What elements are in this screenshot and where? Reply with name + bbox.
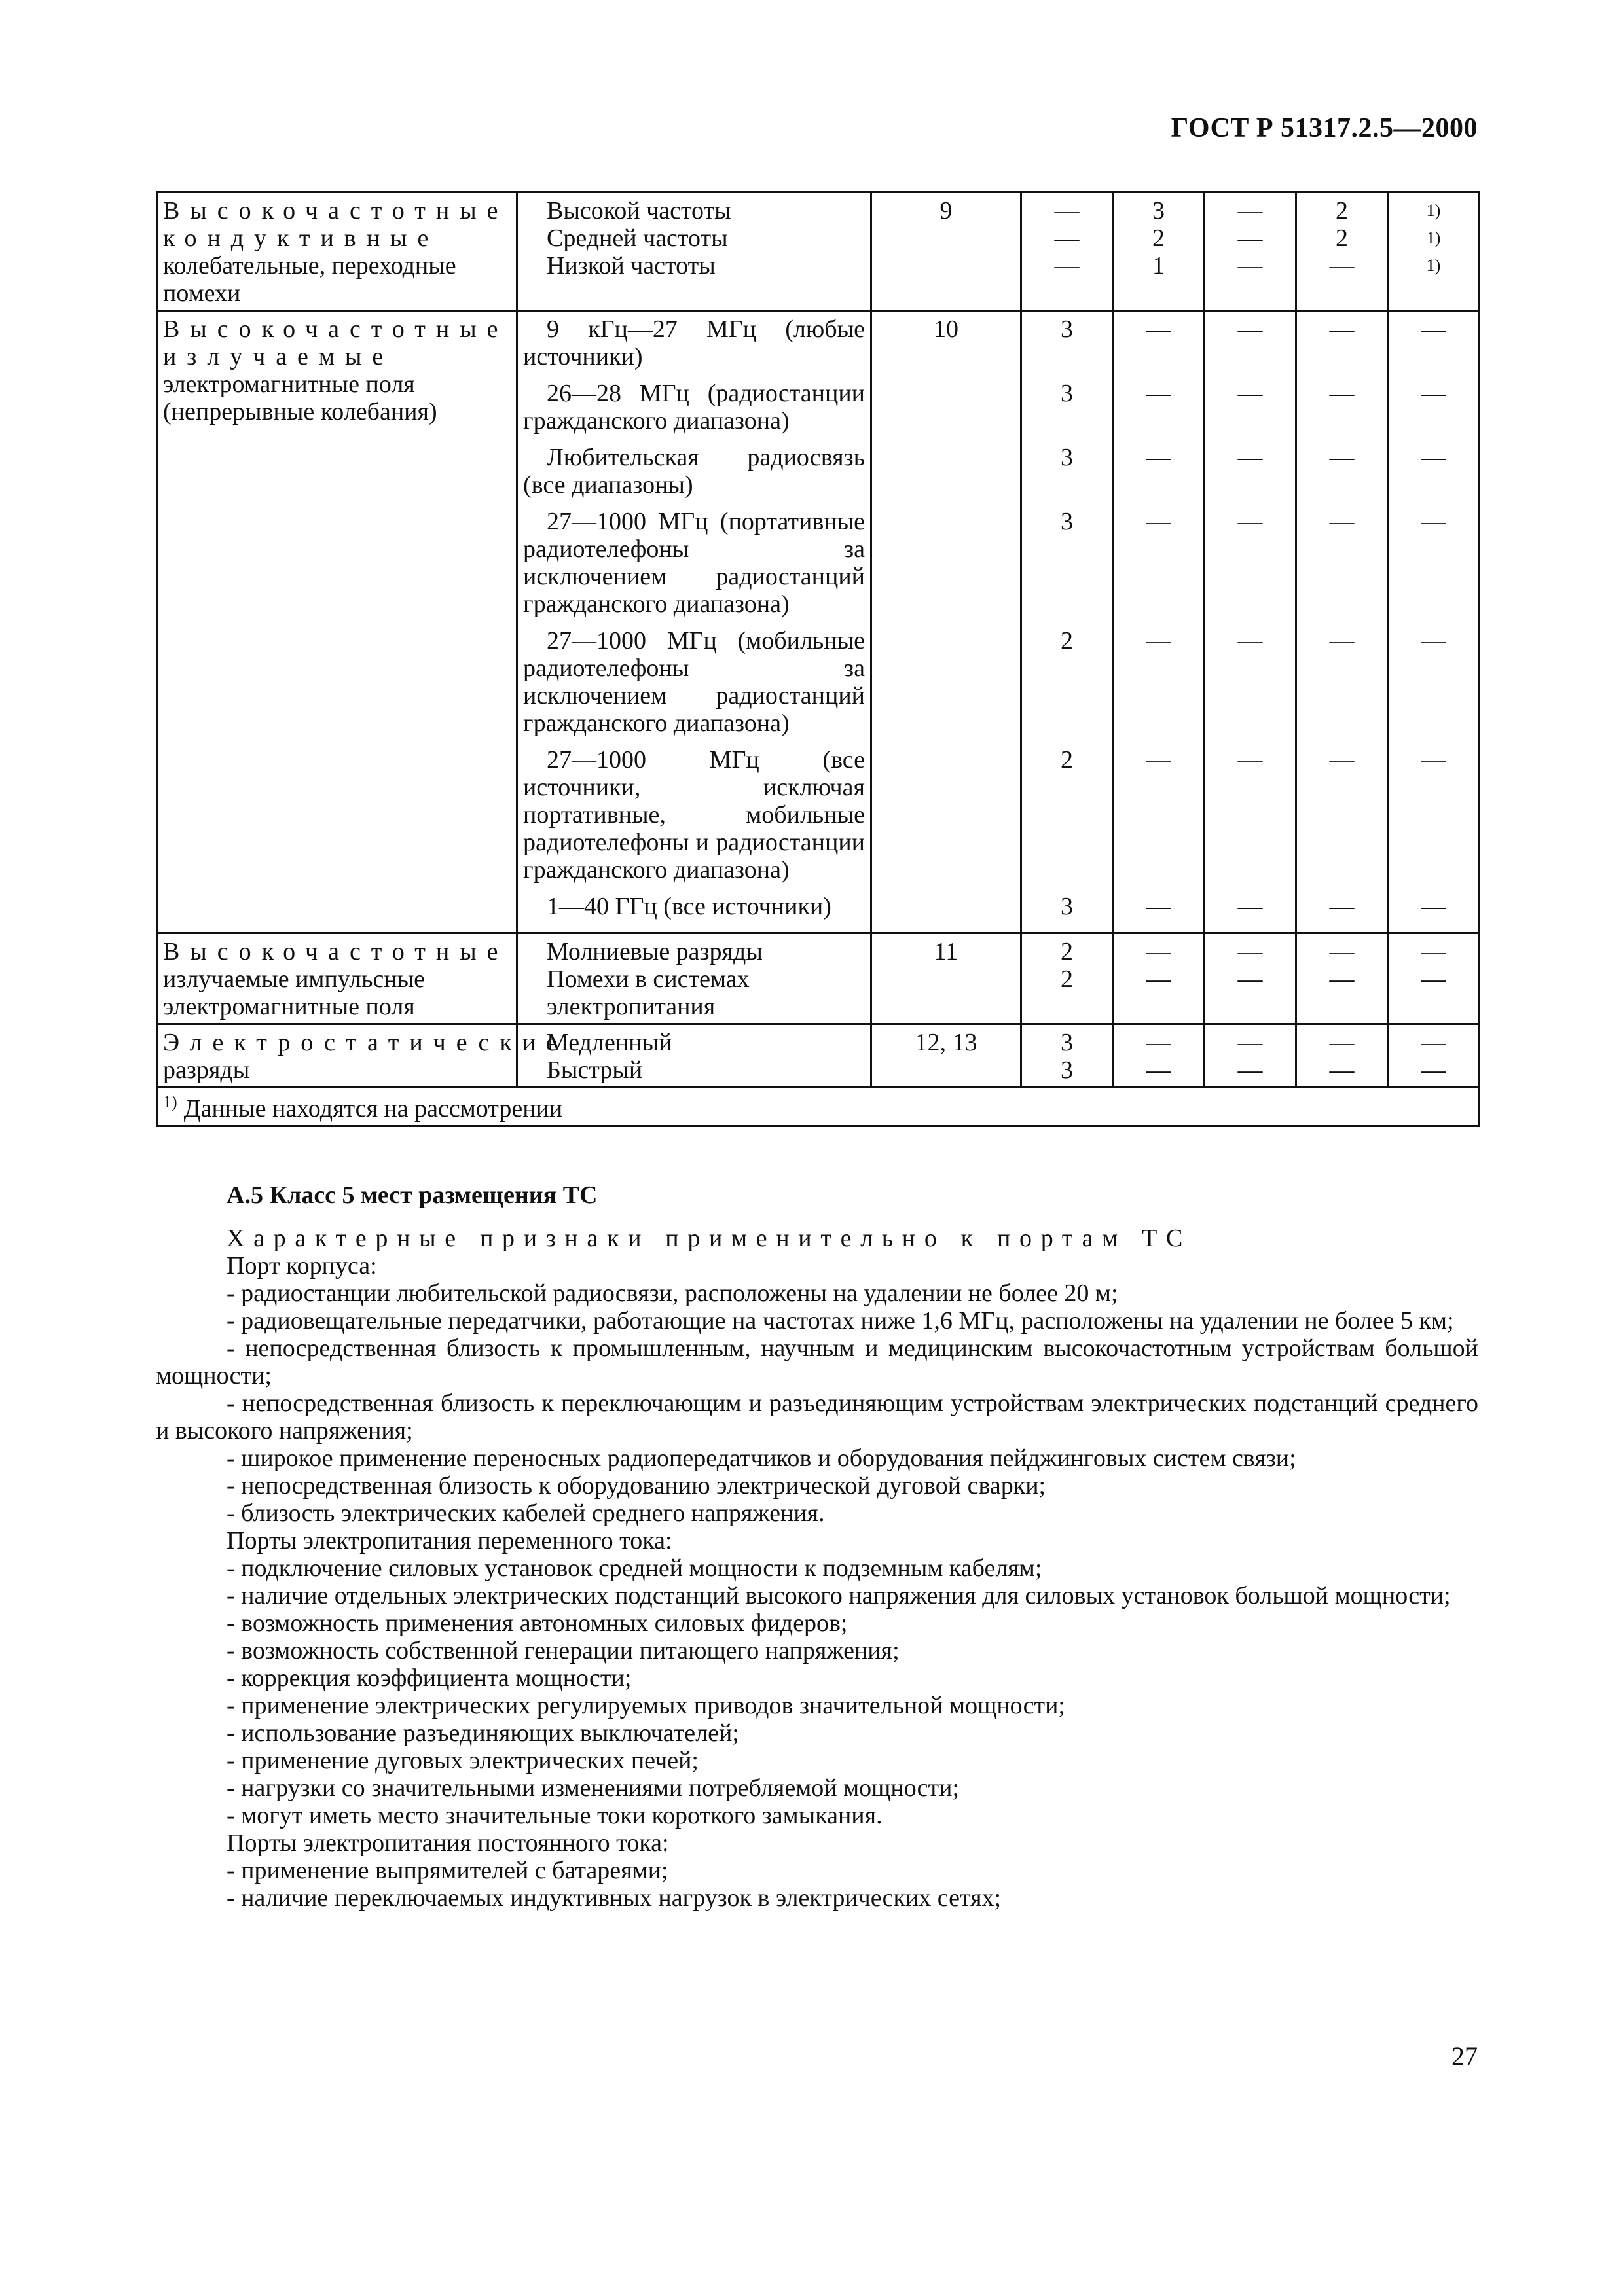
section-paragraph: - возможность применения автономных силовых фидеров;	[227, 1609, 848, 1637]
category-line: помехи	[163, 279, 241, 307]
level-value: 1	[1152, 252, 1165, 279]
table-row	[157, 933, 1480, 1024]
level-value: —	[1329, 627, 1355, 655]
level-value: —	[1421, 315, 1446, 343]
level-value: 2	[1061, 938, 1073, 965]
section-paragraph: Порт корпуса:	[227, 1252, 377, 1280]
footnote-row	[157, 1088, 1480, 1126]
level-value: 3	[1061, 893, 1073, 920]
category-line: электромагнитные поля	[163, 993, 415, 1020]
source-item: 9 кГц—27 МГц (любые источники)	[523, 315, 865, 370]
level-value: 2	[1061, 627, 1073, 655]
level-value: —	[1329, 1029, 1355, 1056]
section-paragraph: - непосредственная близость к переключающим и разъединяющим устройствам электрических подстанций среднего и высокого напряжения;	[156, 1390, 1478, 1444]
level-cell	[1205, 192, 1296, 311]
level-cell	[1388, 933, 1480, 1024]
section-title: А.5 Класс 5 мест размещения ТС	[227, 1181, 598, 1209]
level-value: —	[1237, 444, 1263, 471]
document-header: ГОСТ Р 51317.2.5—2000	[1171, 113, 1478, 143]
level-value: —	[1421, 508, 1446, 535]
source-line: Молниевые разряды	[547, 938, 763, 965]
level-value: —	[1146, 1056, 1171, 1084]
category-cell	[157, 1024, 568, 1088]
category-line: колебательные, переходные	[163, 252, 456, 279]
category-cell	[157, 192, 517, 311]
section-paragraph: - могут иметь место значительные токи короткого замыкания.	[227, 1802, 883, 1829]
level-value: —	[1237, 746, 1263, 774]
level-value: —	[1329, 746, 1355, 774]
table-row	[157, 192, 1480, 311]
section-paragraphs	[156, 1225, 1478, 1912]
level-value: 3	[1061, 380, 1073, 407]
level-value: —	[1237, 965, 1263, 993]
source-item: 1—40 ГГц (все источники)	[547, 893, 831, 920]
test-cell: 9	[871, 192, 1021, 311]
source-line: Быстрый	[547, 1056, 643, 1084]
category-line: излучаемые импульсные	[163, 965, 426, 993]
level-value: —	[1237, 893, 1263, 920]
footnote-mark: 1)	[163, 1092, 177, 1111]
table-row	[157, 1024, 1480, 1088]
level-value: —	[1329, 315, 1355, 343]
level-value: —	[1146, 627, 1171, 655]
source-item: 27—1000 МГц (портативные радиотелефоны за исключением радиостанций гражданского диапазона)	[523, 508, 865, 618]
source-cell	[517, 1024, 871, 1088]
category-line: электромагнитные поля	[163, 370, 415, 398]
source-item: 27—1000 МГц (мобильные радиотелефоны за исключением радиостанций гражданского диапазона)	[523, 627, 865, 737]
level-value: —	[1421, 938, 1446, 965]
category-line: излучаемые	[163, 343, 394, 370]
level-value: —	[1421, 444, 1446, 471]
category-cell	[157, 311, 517, 933]
level-value: —	[1237, 1029, 1263, 1056]
section-paragraph: - непосредственная близость к промышленным, научным и медицинским высокочастотным устройствам большой мощности;	[156, 1335, 1478, 1390]
section-paragraph: - подключение силовых установок средней мощности к подземным кабелям;	[227, 1554, 1042, 1582]
level-cell	[1021, 192, 1113, 311]
source-cell	[517, 192, 871, 311]
level-value: —	[1054, 252, 1080, 279]
level-cell	[1388, 1024, 1480, 1088]
level-value: —	[1421, 1056, 1446, 1084]
level-value: —	[1329, 252, 1355, 279]
classification-table	[156, 191, 1480, 1127]
footnote-cell	[157, 1088, 1480, 1126]
category-line: Высокочастотные	[163, 315, 509, 343]
level-cell	[1205, 1024, 1296, 1088]
level-value: 3	[1152, 197, 1165, 224]
category-line: Электростатические	[163, 1029, 568, 1056]
level-value: 2	[1336, 197, 1348, 224]
source-cell	[517, 311, 871, 933]
level-cell	[1205, 933, 1296, 1024]
section-paragraph: - широкое применение переносных радиопередатчиков и оборудования пейджинговых систем связи;	[227, 1444, 1296, 1472]
level-cell	[1296, 311, 1388, 933]
category-line: разряды	[163, 1056, 250, 1084]
category-line: (непрерывные колебания)	[163, 398, 437, 425]
level-value: —	[1421, 965, 1446, 993]
category-cell	[157, 933, 517, 1024]
level-value: —	[1146, 746, 1171, 774]
section-paragraph: - радиостанции любительской радиосвязи, расположены на удалении не более 20 м;	[227, 1280, 1118, 1307]
test-cell: 12, 13	[871, 1024, 1021, 1088]
level-value: —	[1237, 224, 1263, 252]
section-paragraph: Порты электропитания постоянного тока:	[227, 1829, 669, 1857]
level-value: —	[1146, 938, 1171, 965]
test-cell: 11	[871, 933, 1021, 1024]
source-item: 27—1000 МГц (все источники, исключая портативные, мобильные радиотелефоны и радиостанции гражданского диапазона)	[523, 746, 865, 884]
level-value: —	[1329, 444, 1355, 471]
level-value: —	[1329, 380, 1355, 407]
level-value: 2	[1061, 965, 1073, 993]
level-value: 1)	[1426, 201, 1441, 220]
section-paragraph: - применение дуговых электрических печей;	[227, 1747, 699, 1774]
level-value: 2	[1336, 224, 1348, 252]
level-value: —	[1329, 1056, 1355, 1084]
level-cell	[1296, 192, 1388, 311]
source-line: Помехи в системах электропитания	[547, 965, 750, 1020]
level-value: —	[1237, 627, 1263, 655]
section-paragraph: - коррекция коэффициента мощности;	[227, 1664, 632, 1692]
level-value: —	[1421, 893, 1446, 920]
level-value: —	[1329, 893, 1355, 920]
level-value: 3	[1061, 508, 1073, 535]
level-value: —	[1146, 1029, 1171, 1056]
level-cell	[1296, 1024, 1388, 1088]
level-cell	[1113, 1024, 1205, 1088]
source-cell	[517, 933, 871, 1024]
level-value: —	[1054, 197, 1080, 224]
section-paragraph: - непосредственная близость к оборудованию электрической дуговой сварки;	[227, 1472, 1046, 1499]
section-paragraph: - нагрузки со значительными изменениями потребляемой мощности;	[227, 1774, 960, 1802]
level-cell	[1296, 933, 1388, 1024]
level-value: —	[1054, 224, 1080, 252]
source-line: Медленный	[547, 1029, 672, 1056]
level-value: —	[1237, 315, 1263, 343]
level-cell	[1021, 311, 1113, 933]
level-value: —	[1237, 252, 1263, 279]
section-paragraph: - наличие отдельных электрических подстанций высокого напряжения для силовых установок большой мощности;	[227, 1582, 1451, 1609]
level-value: —	[1421, 746, 1446, 774]
level-cell	[1021, 1024, 1113, 1088]
section-paragraph: Порты электропитания переменного тока:	[227, 1527, 672, 1554]
level-cell	[1205, 311, 1296, 933]
footnote-text: Данные находятся на рассмотрении	[183, 1094, 563, 1122]
level-value: —	[1237, 380, 1263, 407]
page-number: 27	[1451, 2041, 1478, 2071]
level-value: —	[1146, 315, 1171, 343]
level-cell	[1388, 192, 1480, 311]
level-value: —	[1146, 380, 1171, 407]
level-value: 1)	[1426, 256, 1441, 275]
section-paragraph: - применение выпрямителей с батареями;	[227, 1857, 668, 1884]
level-value: 3	[1061, 1056, 1073, 1084]
source-line: Средней частоты	[547, 224, 728, 252]
table-row	[157, 311, 1480, 933]
level-value: —	[1237, 1056, 1263, 1084]
level-value: —	[1146, 965, 1171, 993]
category-line: Высокочастотные	[163, 938, 509, 965]
level-value: —	[1421, 380, 1446, 407]
level-cell	[1388, 311, 1480, 933]
level-value: —	[1146, 444, 1171, 471]
source-item: Любительская радиосвязь (все диапазоны)	[523, 444, 865, 499]
section-paragraph: - использование разъединяющих выключателей;	[227, 1719, 739, 1747]
section-a5	[156, 1181, 1478, 1912]
level-value: —	[1146, 893, 1171, 920]
section-subheading: Характерные признаки применительно к портам ТС	[227, 1225, 1192, 1252]
level-value: 3	[1061, 1029, 1073, 1056]
level-value: —	[1237, 508, 1263, 535]
source-line: Низкой частоты	[547, 252, 716, 279]
level-value: 2	[1152, 224, 1165, 252]
category-line: Высокочастотные	[163, 197, 509, 224]
source-item: 26—28 МГц (радиостанции гражданского диапазона)	[523, 380, 865, 435]
section-paragraph: - применение электрических регулируемых приводов значительной мощности;	[227, 1692, 1065, 1719]
section-paragraph: - наличие переключаемых индуктивных нагрузок в электрических сетях;	[227, 1884, 1002, 1912]
level-cell	[1113, 192, 1205, 311]
section-paragraph: - возможность собственной генерации питающего напряжения;	[227, 1637, 900, 1664]
level-value: —	[1329, 965, 1355, 993]
level-value: 1)	[1426, 228, 1441, 247]
level-cell	[1021, 933, 1113, 1024]
source-line: Высокой частоты	[547, 197, 731, 224]
level-cell	[1113, 933, 1205, 1024]
level-value: —	[1421, 1029, 1446, 1056]
level-value: —	[1421, 627, 1446, 655]
level-value: —	[1329, 938, 1355, 965]
section-paragraph: - близость электрических кабелей среднего напряжения.	[227, 1499, 825, 1527]
level-value: —	[1329, 508, 1355, 535]
level-value: —	[1146, 508, 1171, 535]
level-value: —	[1237, 938, 1263, 965]
section-paragraph: - радиовещательные передатчики, работающие на частотах ниже 1,6 МГц, расположены на удалении не более 5 км;	[227, 1307, 1454, 1335]
level-value: 2	[1061, 746, 1073, 774]
test-cell: 10	[871, 311, 1021, 933]
level-value: —	[1237, 197, 1263, 224]
level-value: 3	[1061, 444, 1073, 471]
level-value: 3	[1061, 315, 1073, 343]
level-cell	[1113, 311, 1205, 933]
category-line: кондуктивные	[163, 224, 439, 252]
